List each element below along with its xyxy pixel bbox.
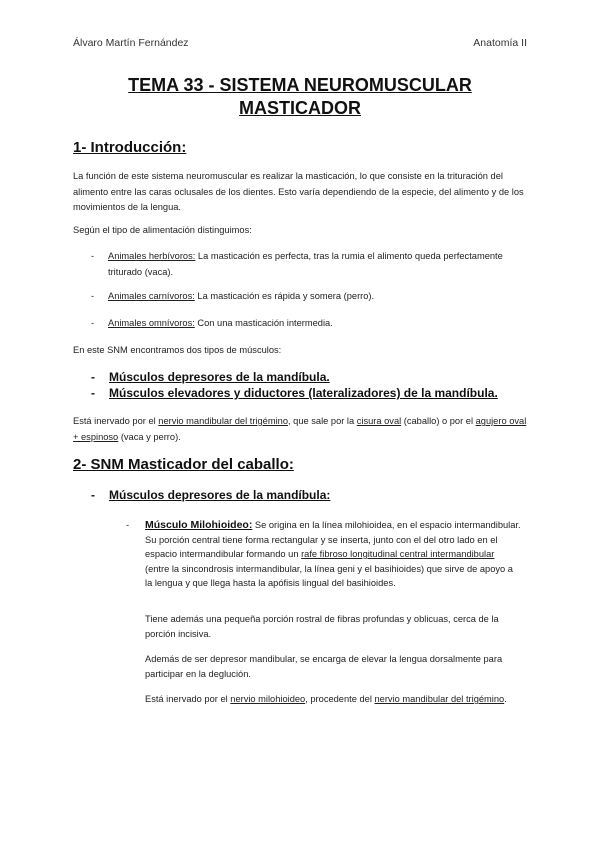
title-line-1: TEMA 33 - SISTEMA NEUROMUSCULAR — [128, 75, 472, 95]
list-item-omnivores — [91, 316, 521, 332]
omnivores-text: Con una masticación intermedia. — [194, 318, 333, 328]
herbivores-text: La masticación es perfecta, tras la rumia el alimento queda perfectamente triturado (vaca). — [108, 251, 503, 277]
list-dash: - — [91, 251, 95, 261]
muscle-types-intro: En este SNM encontramos dos tipos de músculos: — [73, 345, 282, 355]
nerve-term-2: nervio mandibular del trigémino — [374, 694, 505, 704]
raphe-term: rafe fibroso longitudinal central intermandibular — [301, 549, 495, 559]
nerve-term: nervio milohioideo — [230, 694, 306, 704]
foramen-term-2: agujero oval + espinoso — [73, 416, 527, 442]
carnivores-text: La masticación es rápida y somera (perro). — [194, 291, 375, 301]
list-dash: - — [91, 488, 95, 502]
list-item-herbivores — [91, 249, 521, 280]
header-author: Álvaro Martín Fernández — [73, 37, 189, 49]
horse-muscle-group: - Músculos depresores de la mandíbula: — [91, 488, 331, 502]
list-dash: - — [126, 520, 130, 530]
list-dash: - — [91, 370, 95, 384]
muscle-milohioideo: - Músculo Milohioideo: Se origina en la línea milohioidea, en el espacio intermandibular. Su porción central tiene forma rectangular y se inserta, junto con el del otro lado en el espacio intermandibular formando un rafe fibroso longitudinal central intermandibular (entre la sincondrosis intermandibular, la línea geni y el basihioides) que sirve de apoyo a la lengua y que llega hasta la apófisis lingual del basihioides. — [126, 519, 521, 588]
muscle-innervation: Está inervado por el nervio milohioideo, procedente del nervio mandibular del trigémino. — [145, 694, 507, 704]
foramen-term: cisura oval — [356, 416, 402, 426]
header-subject: Anatomía II — [473, 37, 527, 49]
list-dash: - — [91, 291, 95, 301]
nerve-term: nervio mandibular del trigémino — [158, 416, 288, 426]
omnivores-label: Animales omnívoros: — [108, 318, 195, 328]
carnivores-label: Animales carnívoros: — [108, 291, 195, 301]
herbivores-label: Animales herbívoros: — [108, 251, 196, 261]
muscle-type-elevators: - Músculos elevadores y diductores (lateralizadores) de la mandíbula. — [91, 386, 498, 400]
intro-paragraph: La función de este sistema neuromuscular es realizar la masticación, lo que consiste en la trituración del alimento entre las caras oclusales de los dientes. Esto varía dependiendo de la especie, del alimento y de los movimientos de la lengua. — [73, 171, 524, 212]
feeding-types-intro: Según el tipo de alimentación distinguimos: — [73, 225, 252, 235]
list-dash: - — [91, 386, 95, 400]
muscle-paragraph-3: Además de ser depresor mandibular, se encarga de elevar la lengua dorsalmente para participar en la deglución. — [145, 654, 503, 679]
innervation-paragraph: Está inervado por el nervio mandibular del trigémino, que sale por la cisura oval (caballo) o por el agujero oval + espinoso (vaca y perro). — [73, 416, 527, 442]
section-heading-horse: 2- SNM Masticador del caballo: — [73, 456, 294, 473]
title-line-2: MASTICADOR — [239, 98, 361, 118]
list-item-carnivores — [91, 289, 521, 305]
muscle-name: Músculo Milohioideo: — [145, 519, 253, 531]
muscle-paragraph-2: Tiene además una pequeña porción rostral de fibras profundas y oblicuas, cerca de la porción incisiva. — [145, 614, 499, 639]
page-title — [60, 74, 540, 120]
list-dash: - — [91, 318, 95, 328]
muscle-type-depressors: - Músculos depresores de la mandíbula. — [91, 370, 330, 384]
section-heading-intro: 1- Introducción: — [73, 139, 187, 156]
